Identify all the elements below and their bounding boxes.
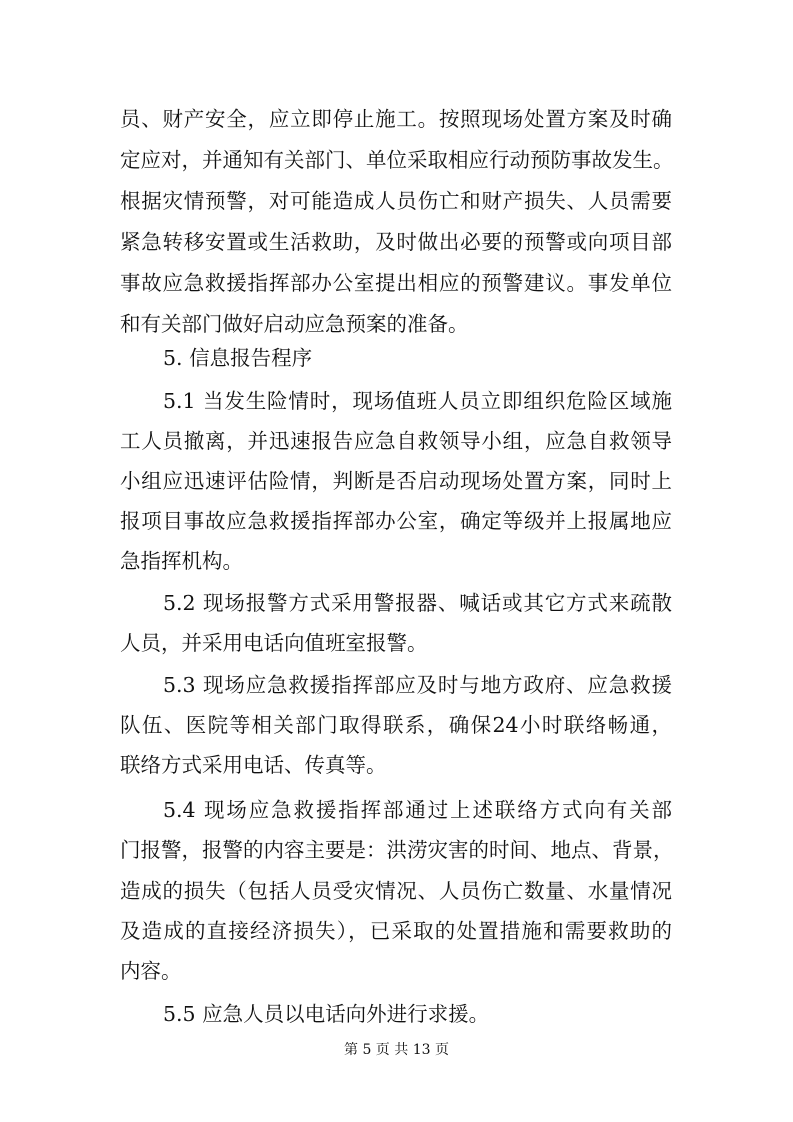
- text-line: 5.4 现场应急救援指挥部通过上述联络方式向有关部: [163, 798, 672, 822]
- text-line: 根据灾情预警，对可能造成人员伤亡和财产损失、人员需要: [120, 189, 672, 213]
- text-line: 联络方式采用电话、传真等。: [120, 753, 387, 777]
- text-line: 急指挥机构。: [120, 549, 243, 573]
- text-line: 小组应迅速评估险情，判断是否启动现场处置方案，同时上: [120, 469, 672, 493]
- text-line: 内容。: [120, 959, 182, 983]
- text-line: 紧急转移安置或生活救助，及时做出必要的预警或向项目部: [120, 230, 672, 254]
- text-line: 造成的损失（包括人员受灾情况、人员伤亡数量、水量情况: [120, 879, 672, 903]
- text-line: 和有关部门做好启动应急预案的准备。: [120, 312, 469, 336]
- text-line: 事故应急救援指挥部办公室提出相应的预警建议。事发单位: [120, 271, 672, 295]
- text-line: 5.1 当发生险情时，现场值班人员立即组织危险区域施: [163, 389, 672, 413]
- text-line: 门报警，报警的内容主要是：洪涝灾害的时间、地点、背景，: [120, 838, 674, 862]
- text-line: 及造成的直接经济损失），已采取的处置措施和需要救助的: [120, 919, 672, 943]
- text-line: 队伍、医院等相关部门取得联系，确保24小时联络畅通，: [120, 713, 672, 737]
- text-line: 人员，并采用电话向值班室报警。: [120, 631, 428, 655]
- text-line: 员、财产安全，应立即停止施工。按照现场处置方案及时确: [120, 107, 672, 131]
- text-line: 工人员撤离，并迅速报告应急自救领导小组，应急自救领导: [120, 429, 672, 453]
- page-footer: [0, 1040, 793, 1060]
- text-line: 5.5 应急人员以电话向外进行求援。: [163, 1002, 490, 1026]
- text-line: 报项目事故应急救援指挥部办公室，确定等级并上报属地应: [120, 509, 672, 533]
- text-line: 5.2 现场报警方式采用警报器、喊话或其它方式来疏散: [163, 591, 672, 615]
- text-line: 定应对，并通知有关部门、单位采取相应行动预防事故发生。: [120, 148, 674, 172]
- section-heading: 5. 信息报告程序: [163, 346, 313, 370]
- text-line: 5.3 现场应急救援指挥部应及时与地方政府、应急救援: [163, 673, 672, 697]
- page-number-label: 第 5 页 共 13 页: [344, 1042, 449, 1058]
